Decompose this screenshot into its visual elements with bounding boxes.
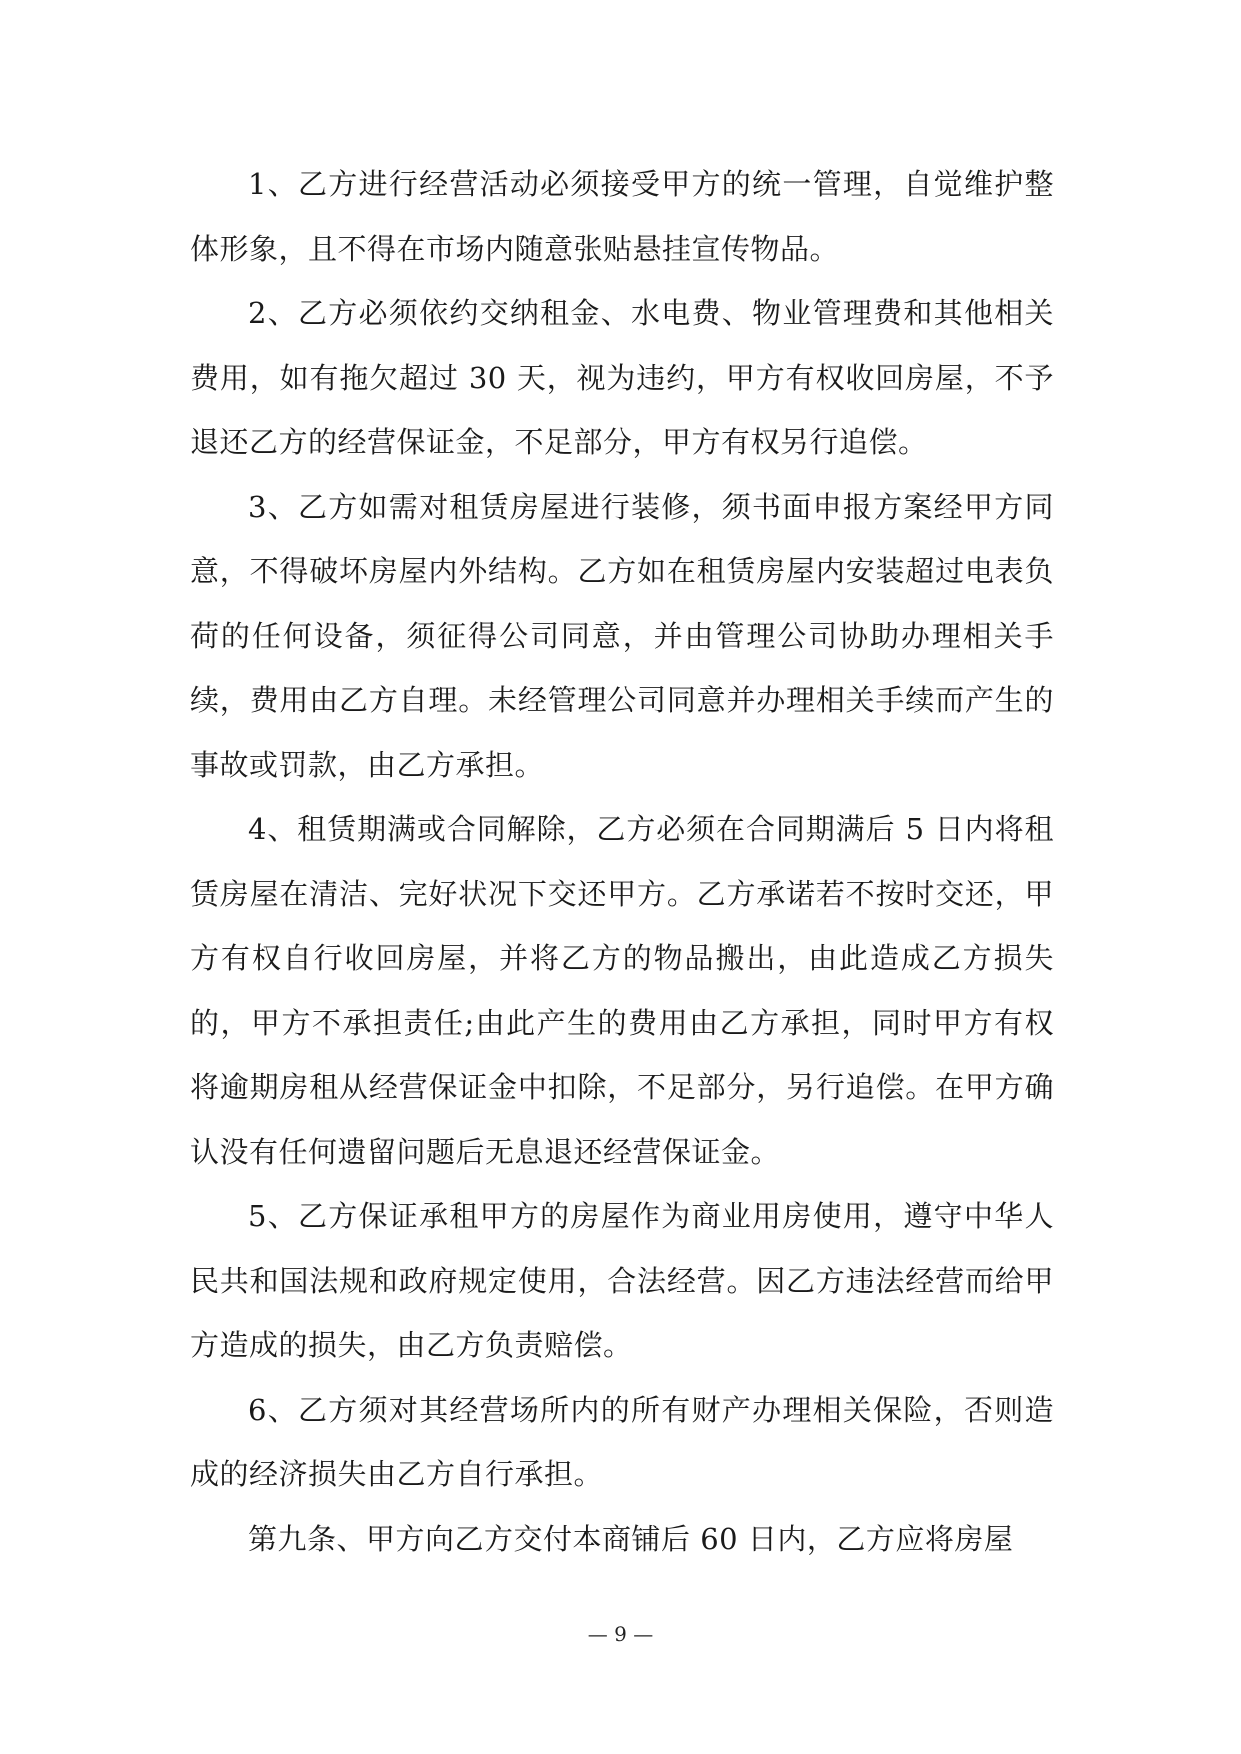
paragraph-clause-5: 5、乙方保证承租甲方的房屋作为商业用房使用，遵守中华人民共和国法规和政府规定使用，合法经营。因乙方违法经营而给甲方造成的损失，由乙方负责赔偿。 [190,1199,1054,1362]
paragraph-article-9: 第九条、甲方向乙方交付本商铺后 60 日内，乙方应将房屋 [248,1521,1014,1556]
page-number: — 9 — [587,1622,654,1646]
paragraph-clause-4: 4、租赁期满或合同解除，乙方必须在合同期满后 5 日内将租赁房屋在清洁、完好状况下交还甲方。乙方承诺若不按时交还，甲方有权自行收回房屋，并将乙方的物品搬出，由此造成乙方损失的，甲方不承担责任;由此产生的费用由乙方承担，同时甲方有权将逾期房租从经营保证金中扣除，不足部分，另行追偿。在甲方确认没有任何遗留问题后无息退还经营保证金。 [190,812,1054,1169]
paragraph-clause-3: 3、乙方如需对租赁房屋进行装修，须书面申报方案经甲方同意，不得破坏房屋内外结构。乙方如在租赁房屋内安装超过电表负荷的任何设备，须征得公司同意，并由管理公司协助办理相关手续，费用由乙方自理。未经管理公司同意并办理相关手续而产生的事故或罚款，由乙方承担。 [190,489,1054,782]
paragraph-clause-1: 1、乙方进行经营活动必须接受甲方的统一管理，自觉维护整体形象，且不得在市场内随意张贴悬挂宣传物品。 [190,167,1054,266]
document-body [190,152,1054,1571]
paragraph-clause-2: 2、乙方必须依约交纳租金、水电费、物业管理费和其他相关费用，如有拖欠超过 30 天，视为违约，甲方有权收回房屋，不予退还乙方的经营保证金，不足部分，甲方有权另行追偿。 [190,296,1054,459]
paragraph-clause-6: 6、乙方须对其经营场所内的所有财产办理相关保险，否则造成的经济损失由乙方自行承担。 [190,1392,1054,1491]
